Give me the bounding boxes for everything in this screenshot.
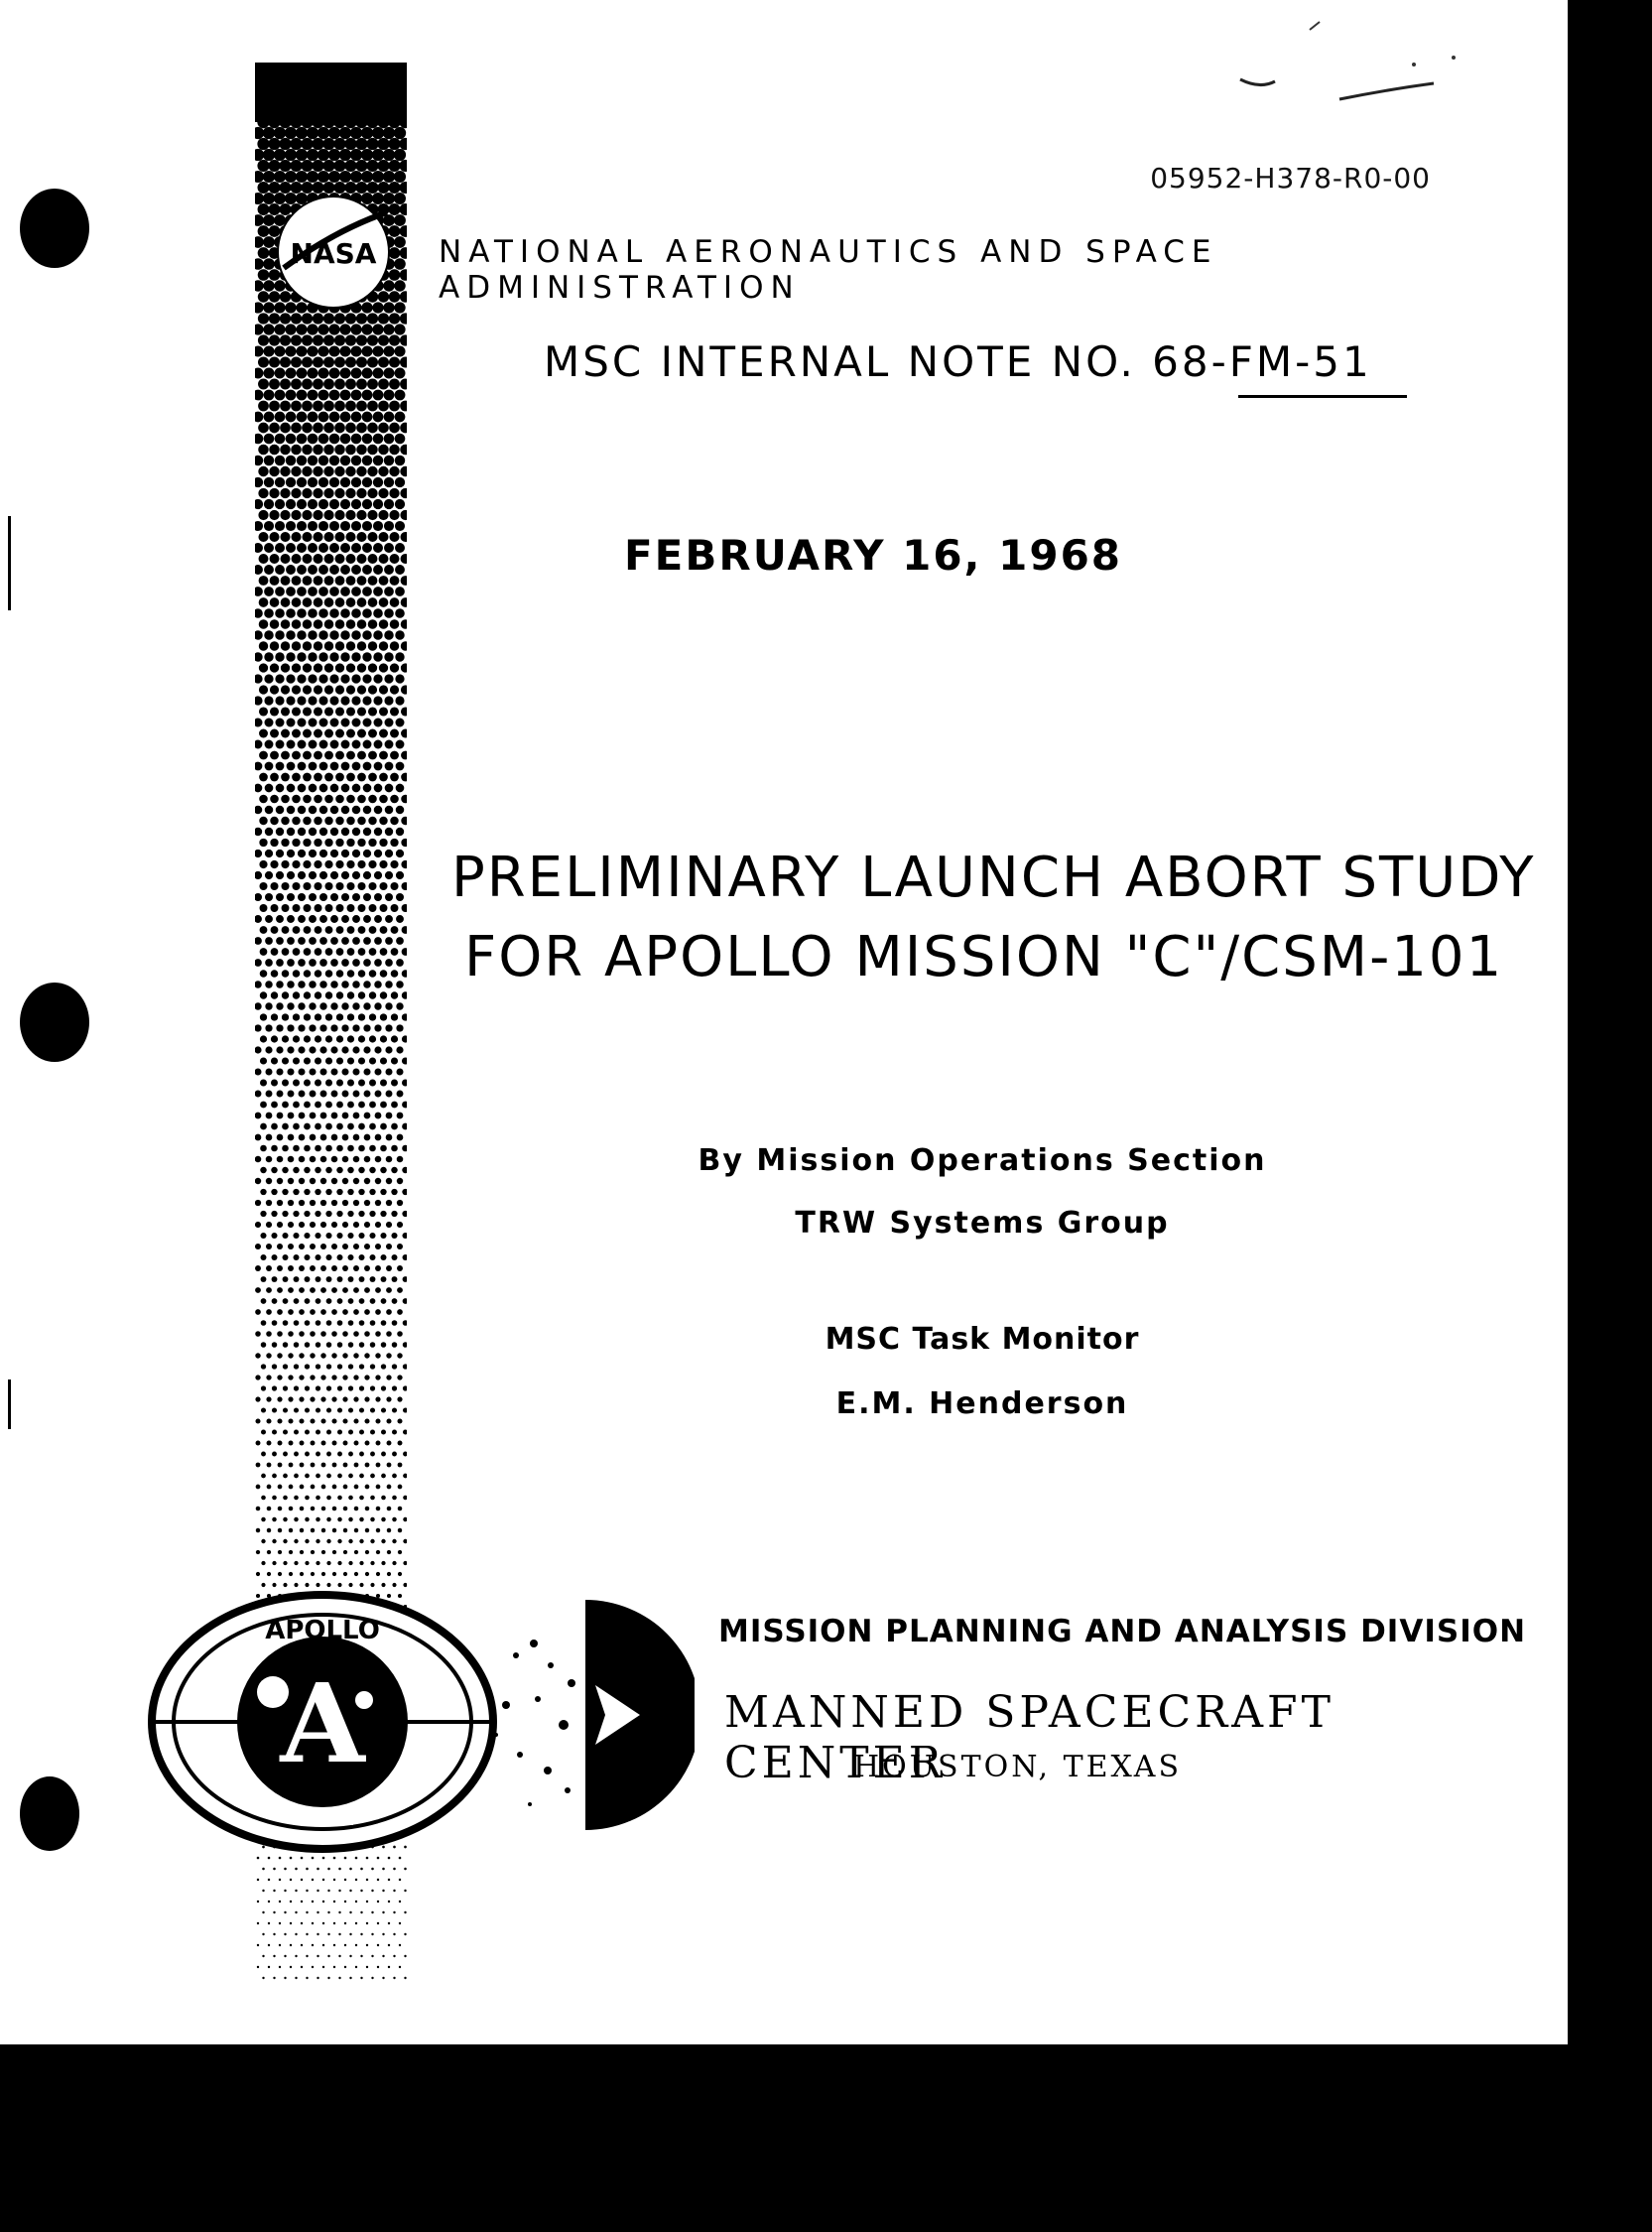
apollo-letter: A bbox=[280, 1659, 365, 1787]
apollo-nasa-text: NASA bbox=[291, 1806, 354, 1830]
center-name: MANNED SPACECRAFT CENTER bbox=[724, 1687, 1334, 1788]
binder-hole-middle bbox=[20, 983, 89, 1062]
scan-margin-right bbox=[1568, 0, 1652, 2044]
author-line: By Mission Operations Section bbox=[698, 1143, 1267, 1178]
apollo-emblem-icon bbox=[144, 1583, 501, 1861]
note-underline bbox=[1238, 395, 1407, 398]
msc-logo-icon bbox=[476, 1596, 695, 1834]
scan-margin-bottom bbox=[0, 2044, 1652, 2232]
document-date: FEBRUARY 16, 1968 bbox=[623, 531, 1123, 580]
handwritten-marks bbox=[1230, 20, 1488, 109]
task-monitor-label: MSC Task Monitor bbox=[825, 1322, 1140, 1357]
title-line-1: PRELIMINARY LAUNCH ABORT STUDY bbox=[451, 846, 1536, 910]
center-location: HOUSTON, TEXAS bbox=[853, 1750, 1183, 1784]
apollo-text: APOLLO bbox=[265, 1616, 380, 1645]
author-group: TRW Systems Group bbox=[795, 1206, 1170, 1241]
binder-hole-top bbox=[20, 189, 89, 268]
division-name: MISSION PLANNING AND ANALYSIS DIVISION bbox=[718, 1614, 1527, 1649]
internal-note-number: MSC INTERNAL NOTE NO. 68-FM-51 bbox=[544, 337, 1372, 386]
nasa-logo-icon bbox=[276, 195, 391, 310]
binder-hole-bottom bbox=[20, 1776, 79, 1851]
task-monitor-name: E.M. Henderson bbox=[835, 1386, 1129, 1421]
document-id: 05952-H378-R0-00 bbox=[1150, 162, 1431, 195]
title-line-2: FOR APOLLO MISSION "C"/CSM-101 bbox=[464, 925, 1504, 989]
agency-name: NATIONAL AERONAUTICS AND SPACE ADMINISTRATION bbox=[439, 234, 1218, 306]
nasa-logo-text: NASA bbox=[290, 237, 377, 270]
